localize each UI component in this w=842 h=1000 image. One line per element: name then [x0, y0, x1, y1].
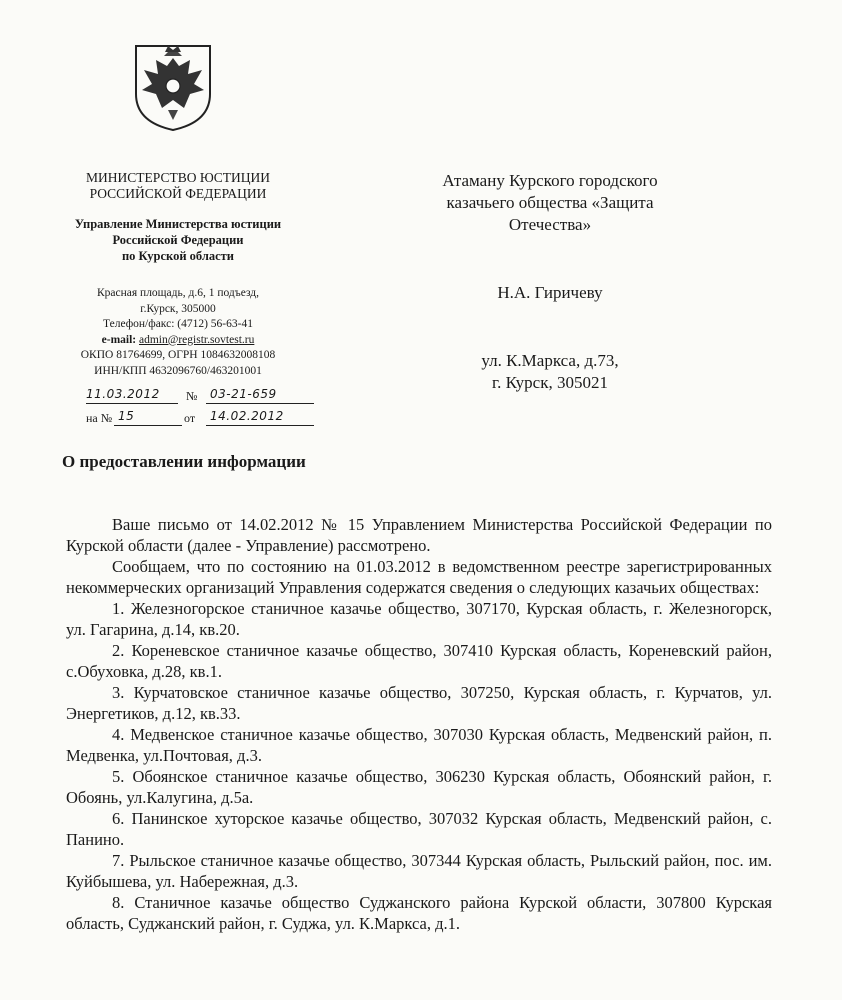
body-paragraph-2: Сообщаем, что по состоянию на 01.03.2012 в ведомственном реестре зарегистрированных некоммерческих организаций Управления содержатся сведения о следующих казачьих обществах: [66, 557, 772, 597]
ministry-name-line1: МИНИСТЕРСТВО ЮСТИЦИИ [86, 170, 270, 185]
list-item: 8. Станичное казачье общество Суджанского района Курской области, 307800 Курская область, Суджанский район, г. Суджа, ул. К.Маркса, д.1. [66, 893, 772, 933]
email-label: e-mail: [101, 333, 137, 346]
addressee-name: Н.А. Гиричеву [497, 283, 603, 302]
addressee-title-line3: Отечества» [508, 215, 592, 234]
sender-phone: Телефон/факс: (4712) 56-63-41 [103, 318, 253, 330]
cossack-societies-list [66, 598, 772, 934]
list-item: 6. Панинское хуторское казачье общество, 307032 Курская область, Медвенский район, с. Панино. [66, 809, 772, 849]
department-name-line2: Российской Федерации [112, 233, 244, 247]
list-item: 2. Кореневское станичное казачье общество, 307410 Курская область, Кореневский район, с.Обуховка, д.28, кв.1. [66, 641, 772, 681]
sender-address-line2: г.Курск, 305000 [140, 302, 216, 315]
from-label: от [184, 411, 196, 425]
department-name-line1: Управление Министерства юстиции [74, 217, 282, 231]
sender-address-line1: Красная площадь, д.6, 1 подъезд, [96, 287, 260, 299]
sender-inn: ИНН/КПП 4632096760/463201001 [94, 364, 262, 377]
reference-date: 14.02.2012 [206, 409, 314, 426]
reference-label: на № [86, 411, 113, 425]
body-paragraph-1: Ваше письмо от 14.02.2012 № 15 Управлением Министерства Российской Федерации по Курской области (далее - Управление) рассмотрено. [66, 515, 772, 555]
letter-subject: О предоставлении информации [62, 452, 306, 471]
coat-of-arms-emblem-icon [132, 42, 214, 132]
outgoing-registration [86, 387, 316, 431]
list-item: 3. Курчатовское станичное казачье общество, 307250, Курская область, г. Курчатов, ул. Энергетиков, д.12, кв.33. [66, 683, 772, 723]
addressee-title-line2: казачьего общества «Защита [446, 193, 654, 212]
reference-number: 15 [114, 409, 182, 426]
sender-email-row [62, 333, 294, 349]
letter-body [66, 514, 772, 934]
outgoing-number: 03-21-659 [206, 387, 314, 404]
list-item: 1. Железногорское станичное казачье общество, 307170, Курская область, г. Железногорск, ул. Гагарина, д.14, кв.20. [66, 599, 772, 639]
addressee-city: г. Курск, 305021 [492, 373, 608, 392]
addressee-street: ул. К.Маркса, д.73, [481, 351, 619, 370]
email-link[interactable]: admin@registr.sovtest.ru [139, 333, 255, 346]
ministry-name-line2: РОССИЙСКОЙ ФЕДЕРАЦИИ [89, 186, 267, 201]
list-item: 5. Обоянское станичное казачье общество, 306230 Курская область, Обоянский район, г. Обоянь, ул.Калугина, д.5а. [66, 767, 772, 807]
number-label: № [186, 389, 198, 403]
sender-okpo: ОКПО 81764699, ОГРН 1084632008108 [80, 349, 276, 361]
outgoing-date: 11.03.2012 [86, 387, 178, 404]
department-name-line3: по Курской области [121, 249, 235, 263]
addressee-block [400, 170, 700, 394]
list-item: 4. Медвенское станичное казачье общество, 307030 Курская область, Медвенский район, п. Медвенка, ул.Почтовая, д.3. [66, 725, 772, 765]
list-item: 7. Рыльское станичное казачье общество, 307344 Курская область, Рыльский район, пос. им. Куйбышева, ул. Набережная, д.3. [66, 851, 772, 891]
addressee-title-line1: Атаману Курского городского [442, 171, 658, 190]
sender-header [62, 170, 294, 379]
